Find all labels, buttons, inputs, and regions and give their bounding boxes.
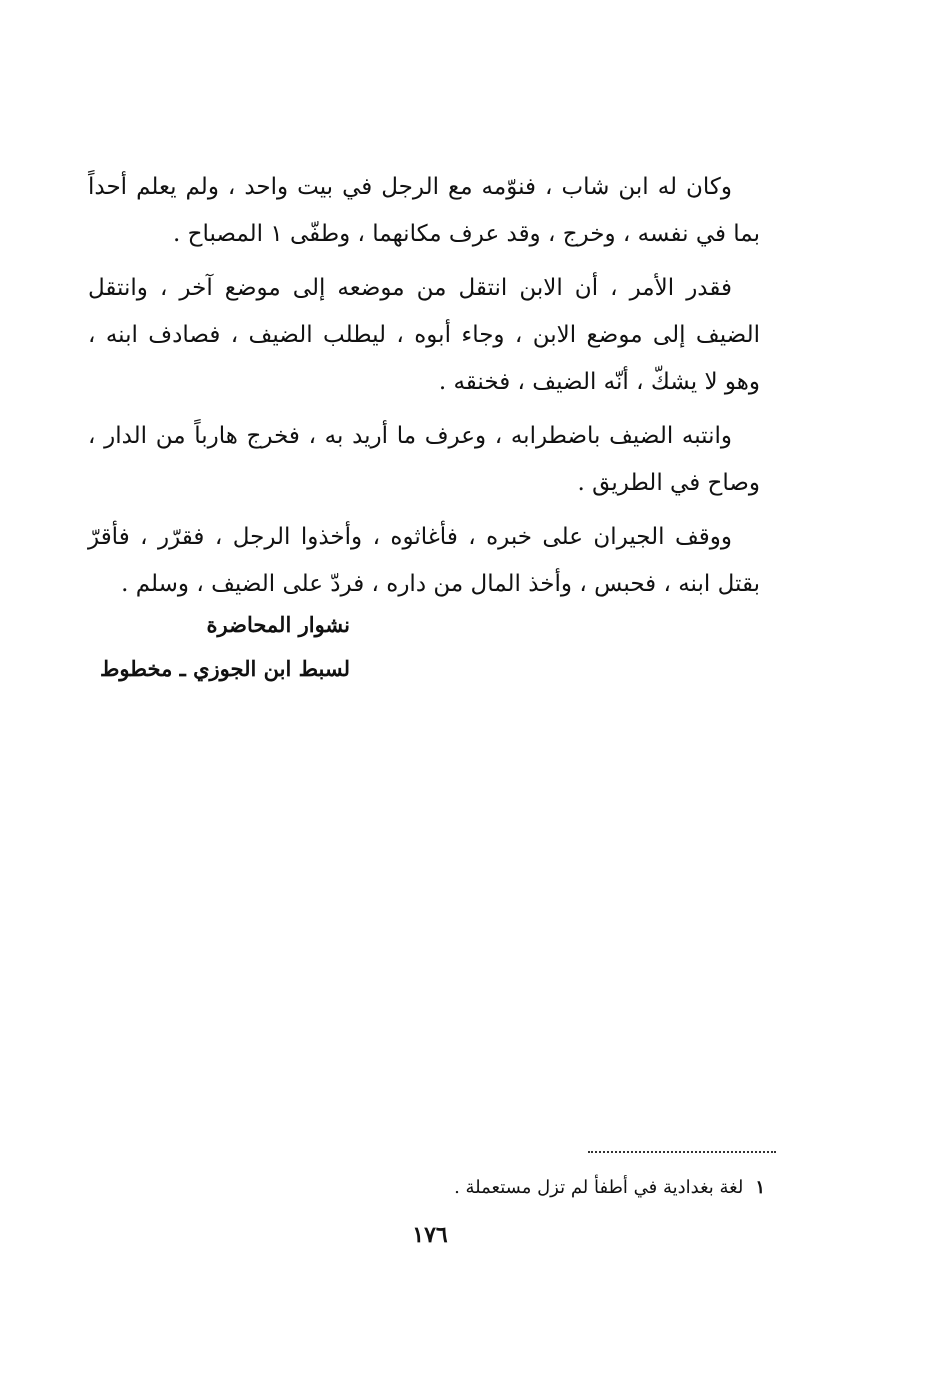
footnote-separator	[588, 1151, 776, 1153]
paragraph-4: ووقف الجيران على خبره ، فأغاثوه ، وأخذوا الرجل ، فقرّر ، فأقرّ بقتل ابنه ، فحبس ، وأخذ المال من داره ، فردّ على الضيف ، وسلم .	[88, 524, 760, 597]
footnote	[420, 1173, 765, 1203]
paragraph-3: وانتبه الضيف باضطرابه ، وعرف ما أريد به ، فخرج هارباً من الدار ، وصاح في الطريق .	[88, 423, 760, 496]
body-text	[88, 164, 760, 615]
paragraph-2: فقدر الأمر ، أن الابن انتقل من موضعه إلى موضع آخر ، وانتقل الضيف إلى موضع الابن ، وجاء أبوه ، ليطلب الضيف ، فصادف ابنه ، وهو لا يشكّ ، أنّه الضيف ، فخنقه .	[88, 275, 760, 395]
page-number: ١٧٦	[412, 1222, 448, 1248]
source-author: لسبط ابن الجوزي ـ مخطوط	[100, 656, 350, 681]
footnote-marker: ١	[755, 1177, 765, 1198]
source-title: نشوار المحاضرة	[206, 612, 350, 637]
source-citation	[100, 603, 350, 691]
paragraph-1: وكان له ابن شاب ، فنوّمه مع الرجل في بيت واحد ، ولم يعلم أحداً بما في نفسه ، وخرج ، وقد عرف مكانهما ، وطفّى ١ المصباح .	[88, 174, 760, 247]
footnote-text: لغة بغدادية في أطفأ لم تزل مستعملة .	[454, 1177, 744, 1198]
